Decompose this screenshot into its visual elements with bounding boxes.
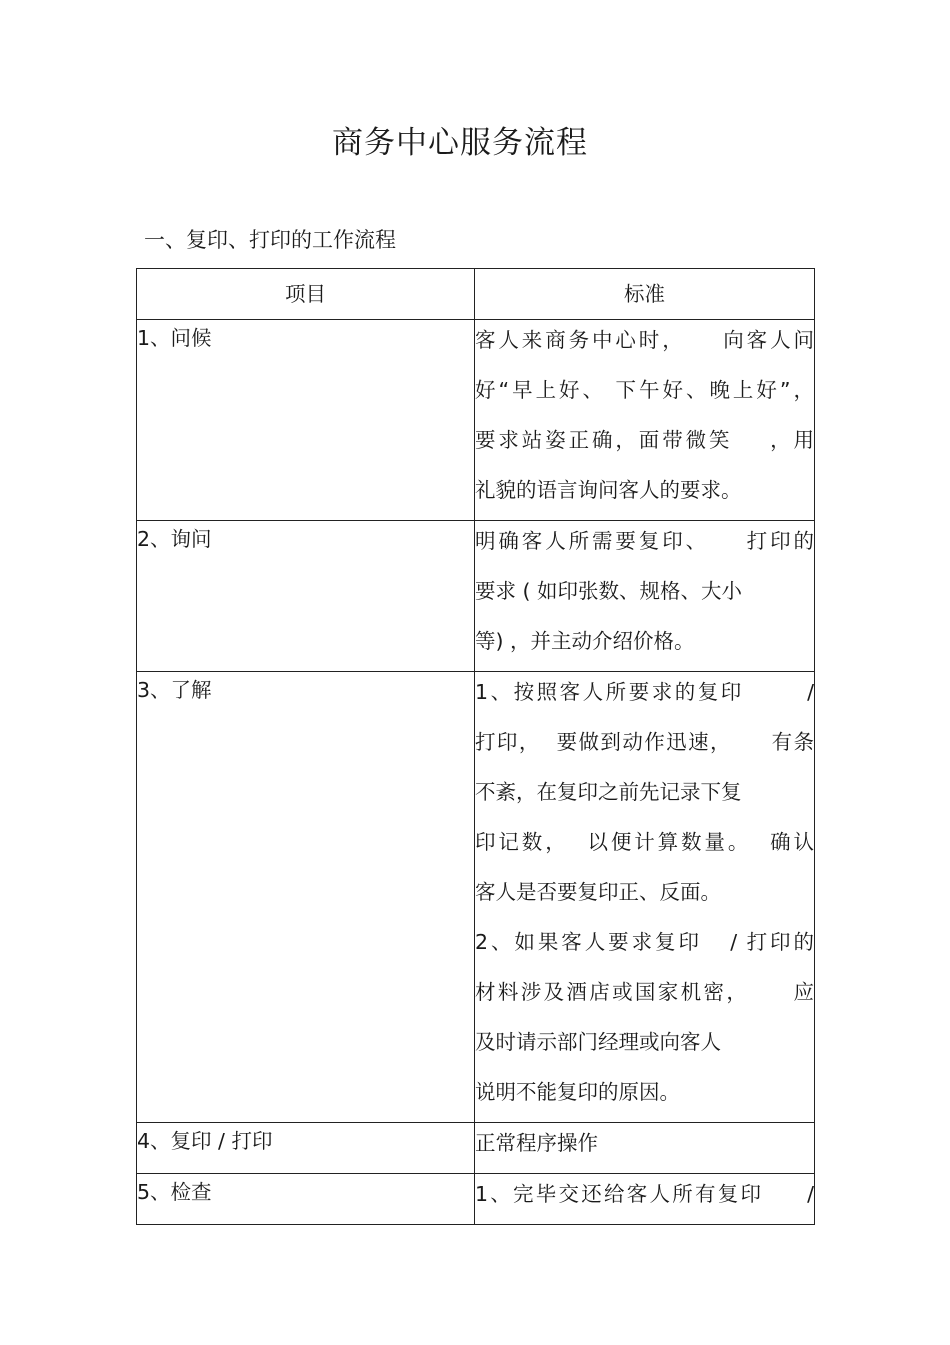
row-standard	[475, 1123, 815, 1174]
standard-text-line: 要求 ( 如印张数、规格、大小	[475, 579, 743, 603]
table-row	[137, 320, 815, 521]
table-row	[137, 672, 815, 1123]
header-item: 项目	[137, 269, 475, 320]
row-standard	[475, 320, 815, 521]
row-item: 4、复印 / 打印	[137, 1123, 475, 1174]
section-heading: 一、复印、打印的工作流程	[144, 228, 396, 252]
table-body	[137, 320, 815, 1225]
standard-text-line: 1、按照客人所要求的复印 /	[475, 680, 814, 704]
row-standard	[475, 521, 815, 672]
standard-text-line: 2、如果客人要求复印 / 打印的	[475, 930, 814, 954]
table-header-row	[137, 269, 815, 320]
table-row	[137, 1174, 815, 1225]
row-standard	[475, 672, 815, 1123]
standard-text-line: 1、完毕交还给客人所有复印 /	[475, 1182, 814, 1206]
standard-text-line: 说明不能复印的原因。	[475, 1080, 680, 1104]
row-item: 2、询问	[137, 521, 475, 672]
document-title: 商务中心服务流程	[332, 125, 588, 161]
standard-text-line: 材料涉及酒店或国家机密， 应	[475, 980, 814, 1004]
table-row	[137, 521, 815, 672]
row-item: 5、检查	[137, 1174, 475, 1225]
standard-text-line: 好“早上好、 下午好、晚上好”，	[475, 378, 814, 402]
standard-text-line: 明确客人所需要复印、 打印的	[475, 529, 814, 553]
standard-text-line: 印记数， 以便计算数量。 确认	[475, 830, 814, 854]
header-standard: 标准	[475, 269, 815, 320]
row-item: 1、问候	[137, 320, 475, 521]
standard-text-line: 打印， 要做到动作迅速， 有条	[475, 730, 814, 754]
standard-text-line: 要求站姿正确，面带微笑 ，用	[475, 428, 814, 452]
row-item: 3、了解	[137, 672, 475, 1123]
standard-text-line: 不紊，在复印之前先记录下复	[475, 780, 742, 804]
standard-text-line: 礼貌的语言询问客人的要求。	[475, 478, 742, 502]
standard-text-line: 客人是否要复印正、反面。	[475, 880, 721, 904]
standard-text-line: 客人来商务中心时， 向客人问	[475, 328, 814, 352]
standard-text-line: 等) ，并主动介绍价格。	[475, 629, 695, 653]
table-row	[137, 1123, 815, 1174]
workflow-table	[136, 268, 815, 1225]
row-standard	[475, 1174, 815, 1225]
standard-text-line: 正常程序操作	[475, 1131, 598, 1155]
standard-text-line: 及时请示部门经理或向客人	[475, 1030, 721, 1054]
